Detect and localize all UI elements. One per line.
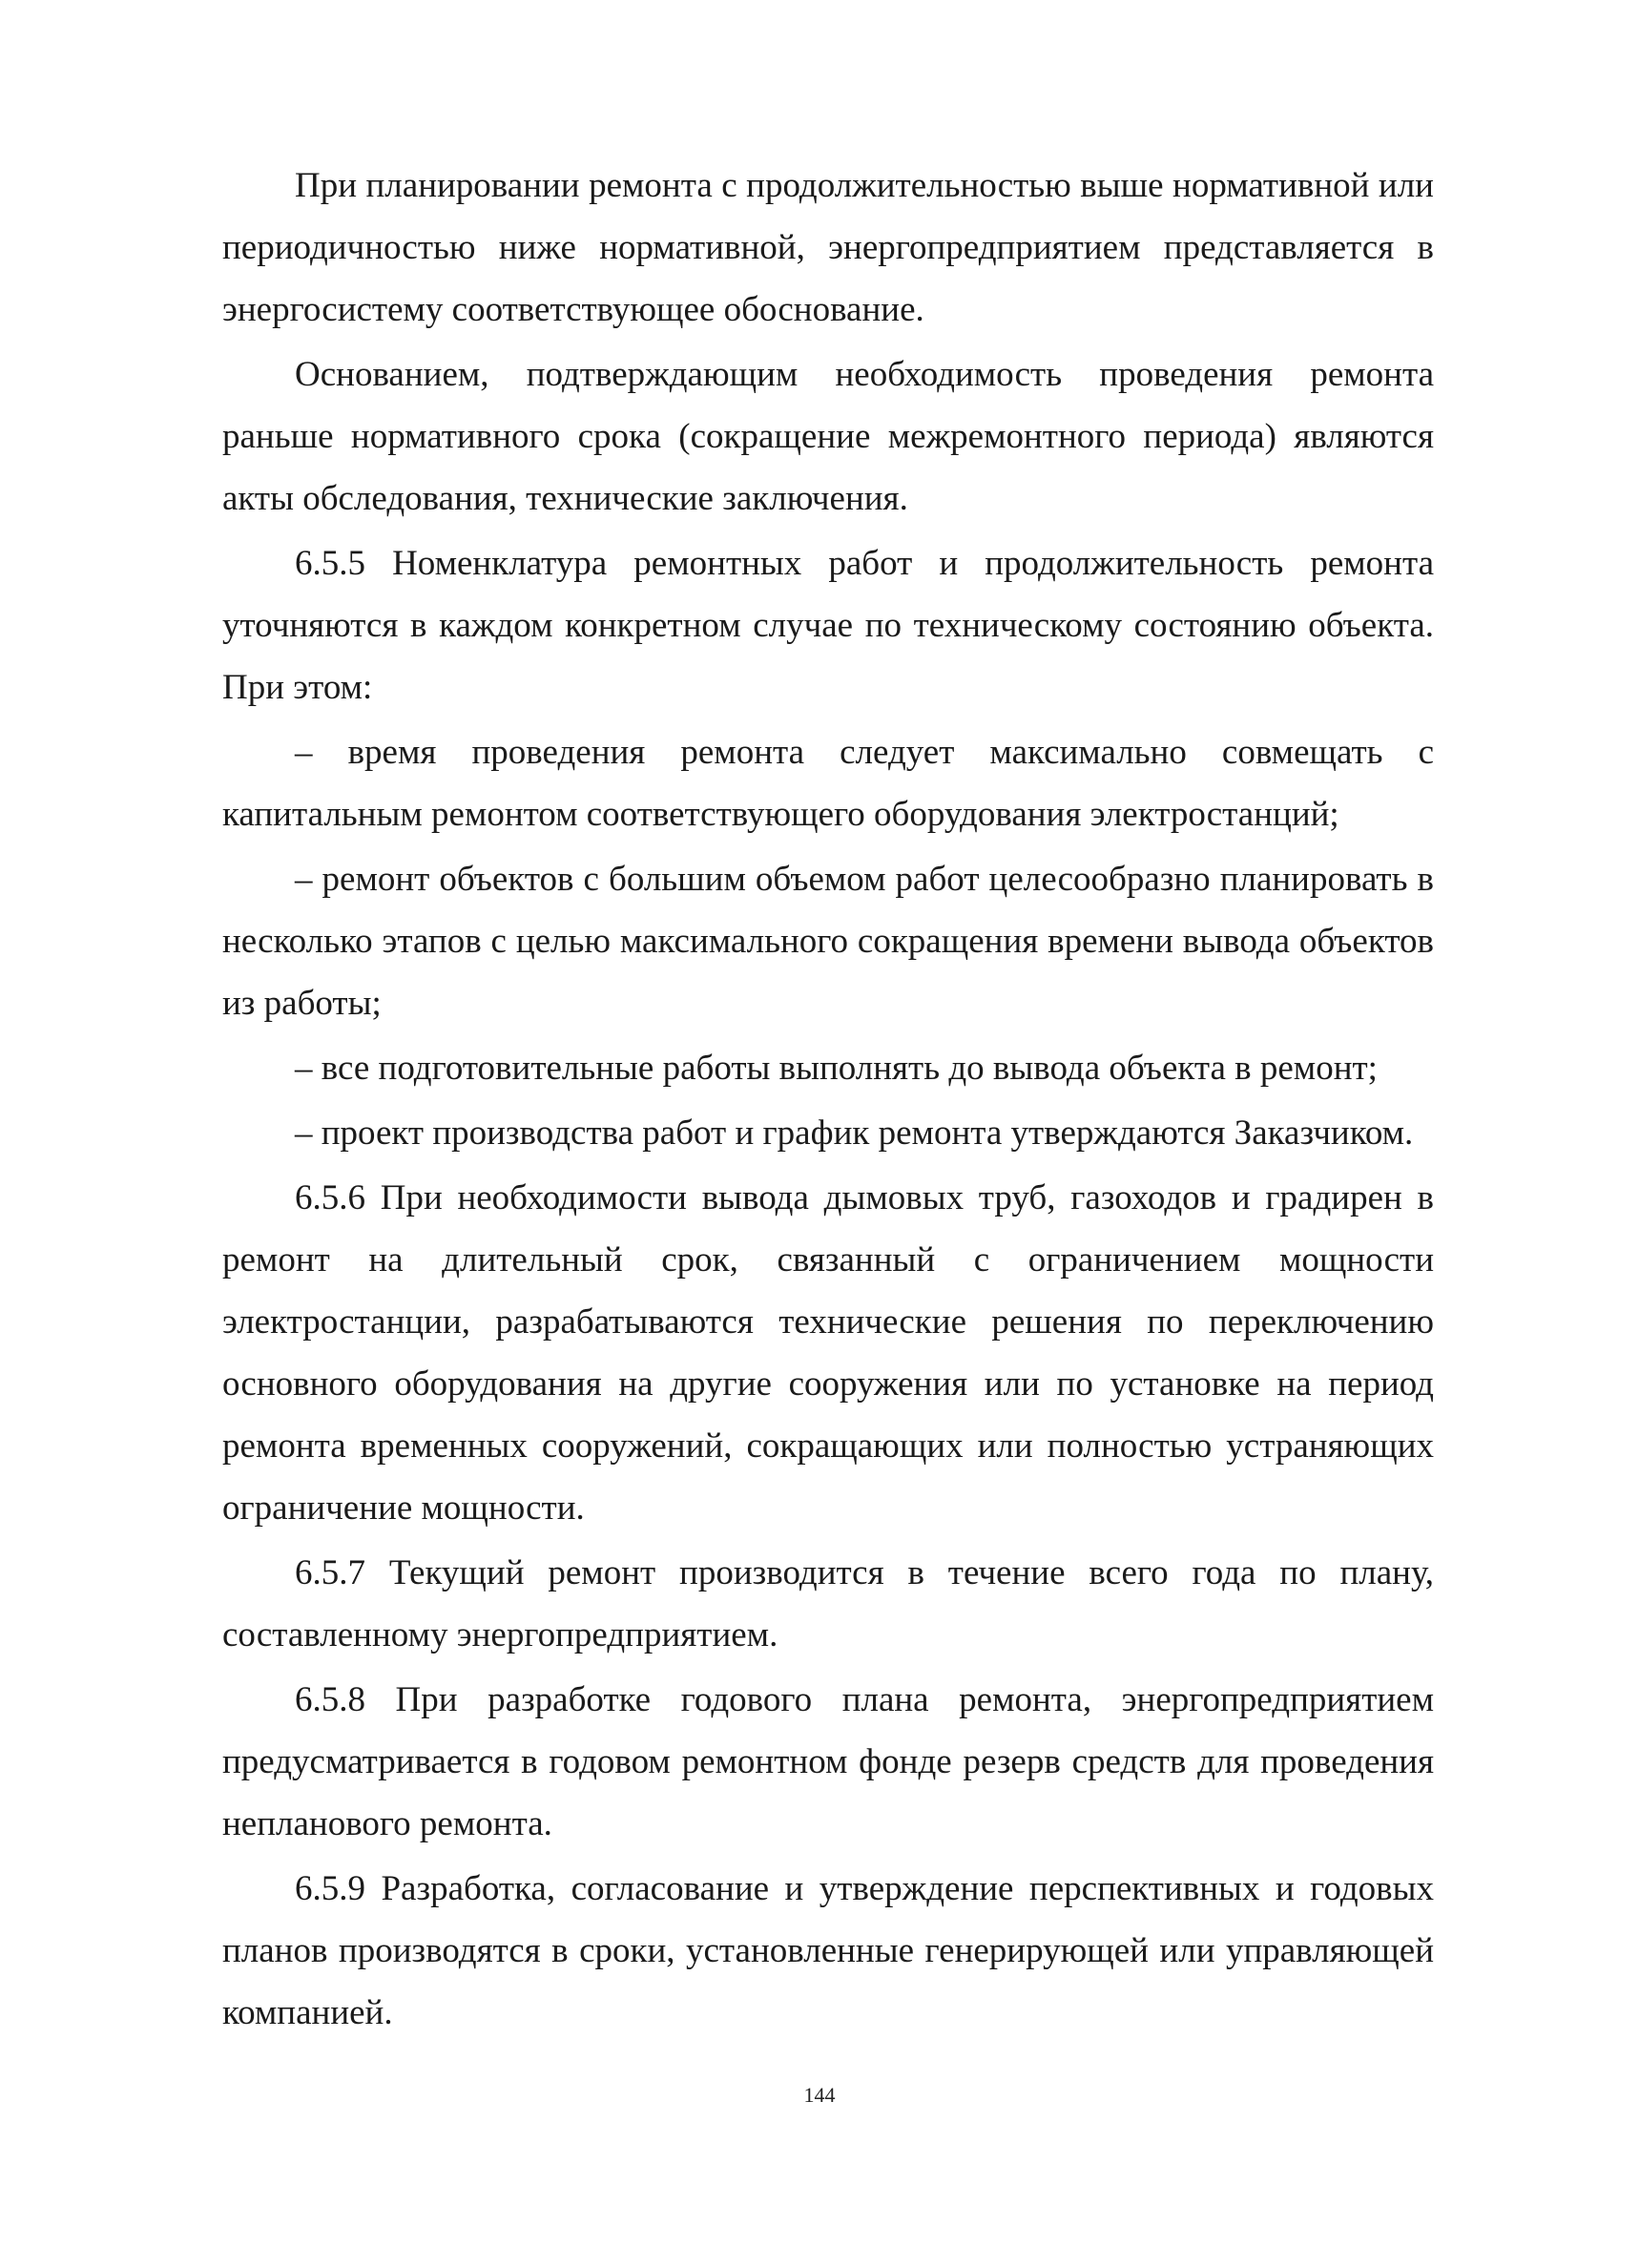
list-item-staged-repair: – ремонт объектов с большим объемом работ целесообразно планировать в несколько этапов с целью максимального сокращения времени вывода объектов из работы; (222, 860, 1434, 1023)
paragraph-6-5-7: 6.5.7 Текущий ремонт производится в течение всего года по плану, составленному энергопредприятием. (222, 1553, 1434, 1654)
list-item-repair-timing: – время проведения ремонта следует максимально совмещать с капитальным ремонтом соответствующего оборудования электростанций; (222, 733, 1434, 834)
list-item-work-project: – проект производства работ и график ремонта утверждаются Заказчиком. (295, 1113, 1414, 1153)
paragraph-6-5-8: 6.5.8 При разработке годового плана ремонта, энергопредприятием предусматривается в годовом ремонтном фонде резерв средств для проведения непланового ремонта. (222, 1680, 1434, 1843)
list-item-preparatory-work: – все подготовительные работы выполнять до вывода объекта в ремонт; (295, 1049, 1378, 1088)
paragraph-repair-planning-justification: При планировании ремонта с продолжительностью выше нормативной или периодичностью ниже нормативной, энергопредприятием представляется в энергосистему соответствующее обоснование. (222, 166, 1434, 329)
paragraph-6-5-5: 6.5.5 Номенклатура ремонтных работ и продолжительность ремонта уточняются в каждом конкретном случае по техническому состоянию объекта. При этом: (222, 544, 1434, 707)
paragraph-6-5-9: 6.5.9 Разработка, согласование и утверждение перспективных и годовых планов производятся в сроки, установленные генерирующей или управляющей компанией. (222, 1869, 1434, 2032)
paragraph-early-repair-basis: Основанием, подтверждающим необходимость проведения ремонта раньше нормативного срока (сокращение межремонтного периода) являются акты обследования, технические заключения. (222, 355, 1434, 518)
body-text (222, 155, 1434, 2047)
paragraph-6-5-6: 6.5.6 При необходимости вывода дымовых труб, газоходов и градирен в ремонт на длительный срок, связанный с ограничением мощности электростанции, разрабатываются технические решения по переключению основного оборудования на другие сооружения или по установке на период ремонта временных сооружений, сокращающих или полностью устраняющих ограничение мощности. (222, 1178, 1434, 1528)
page-number: 144 (803, 2083, 836, 2107)
